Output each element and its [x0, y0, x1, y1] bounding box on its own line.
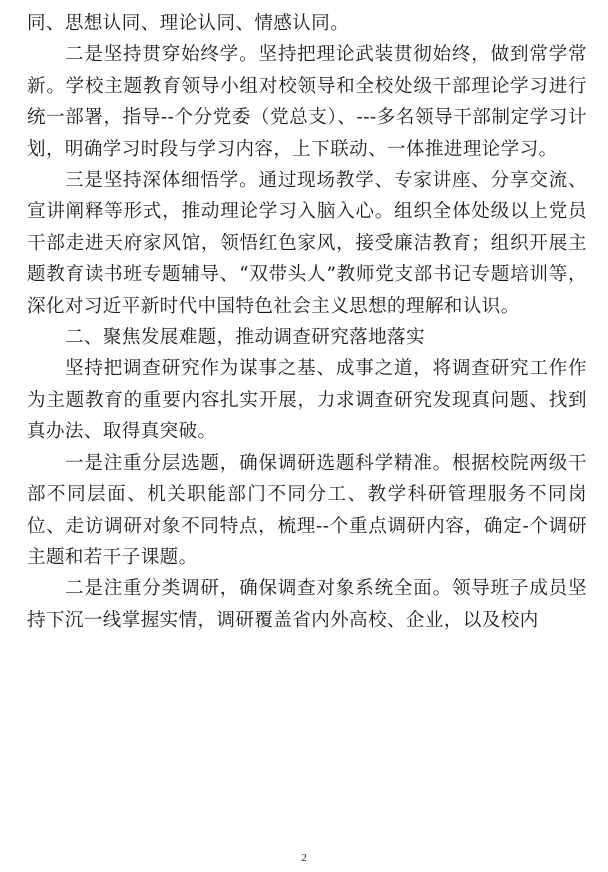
paragraph-continuation: 同、思想认同、理论认同、情感认同。 — [27, 13, 350, 34]
paragraph-section-intro: 坚持把调查研究作为谋事之基、成事之道，将调查研究工作作为主题教育的重要内容扎实开展，力求调查研究发现真问题、找到真办法、取得真突破。 — [27, 358, 587, 443]
section-heading: 二、聚焦发展难题，推动调查研究落地落实 — [65, 327, 426, 349]
paragraph-point-2b: 二是注重分类调研，确保调查对象系统全面。领导班子成员坚持下沉一线掌握实情，调研覆盖省内外高校、企业，以及校内 — [27, 578, 587, 631]
paragraph-point-1: 一是注重分层选题，确保调研选题科学精准。根据校院两级干部不同层面、机关职能部门不同分工、教学科研管理服务不同岗位、走访调研对象不同特点，梳理--个重点调研内容，确定-个调研主题和若干子课题。 — [27, 452, 587, 568]
document-body — [27, 8, 587, 636]
paragraph-point-3: 三是坚持深体细悟学。通过现场教学、专家讲座、分享交流、宣讲阐释等形式，推动理论学习入脑入心。组织全体处级以上党员干部走进天府家风馆，领悟红色家风，接受廉洁教育；组织开展主题教育读书班专题辅导、“双带头人”教师党支部书记专题培训等，深化对习近平新时代中国特色社会主义思想的理解和认识。 — [27, 170, 587, 317]
paragraph-point-2: 二是坚持贯穿始终学。坚持把理论武装贯彻始终，做到常学常新。学校主题教育领导小组对校领导和全校处级干部理论学习进行统一部署，指导--个分党委（党总支）、---多名领导干部制定学习计划，明确学习时段与学习内容，上下联动、一体推进理论学习。 — [27, 44, 587, 160]
page-number: 2 — [301, 852, 307, 864]
